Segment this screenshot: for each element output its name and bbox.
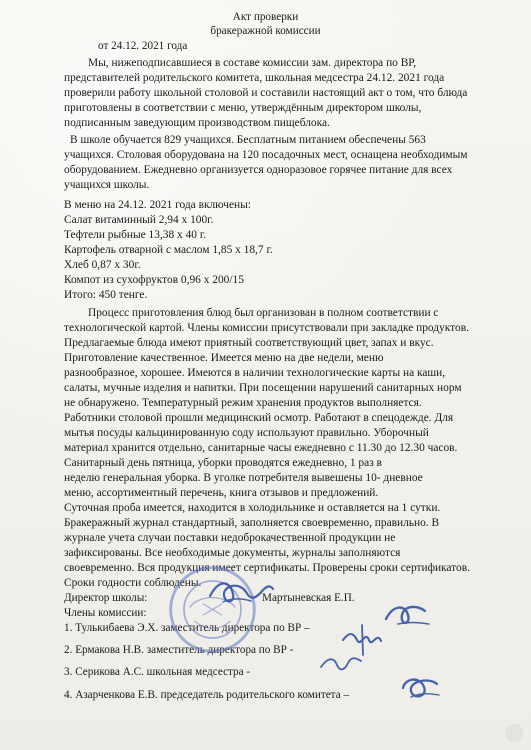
paragraph-3-line-8: Работники столовой прошли медицинский осмотр. Работают в спецодежде. Для bbox=[64, 412, 454, 424]
director-name: Мартыневская Е.П. bbox=[262, 592, 355, 604]
paper-spot-decoration bbox=[505, 724, 523, 742]
paragraph-3-line-6: салаты, мучные изделия и напитки. При посещении нарушений санитарных норм bbox=[64, 382, 462, 394]
paragraph-3-line-11: Санитарный день пятница, уборки проводятся ежедневно, 1 раз в bbox=[64, 457, 382, 469]
paragraph-3-line-9: мытья посуды кальцинированную соду используют правильно. Уборочный bbox=[64, 427, 429, 439]
paragraph-3-line-18: своевременно. Вся продукция имеет сертификаты. Проверены сроки сертификатов. bbox=[64, 562, 470, 574]
director-signature-icon bbox=[207, 574, 277, 610]
paragraph-3-line-1: Процесс приготовления блюд был организован в полном соответствии с bbox=[88, 307, 439, 319]
menu-item-1: Салат витаминный 2,94 х 100г. bbox=[64, 214, 214, 226]
member-3: 3. Серикова А.С. школьная медсестра - bbox=[64, 666, 251, 678]
paragraph-3-line-19: Сроки годности соблюдены. bbox=[64, 577, 202, 589]
menu-item-4: Хлеб 0,87 х 30г. bbox=[64, 259, 141, 271]
paragraph-3-line-17: зафиксированы. Все необходимые документы, журналы заполняются bbox=[64, 547, 401, 559]
paragraph-1-line-3: проверили работу школьной столовой и составили настоящий акт о том, что блюда bbox=[64, 87, 468, 99]
paragraph-2-line-1: В школе обучается 829 учащихся. Бесплатным питанием обеспечены 563 bbox=[70, 134, 426, 146]
member-2: 2. Ермакова Н.В. заместитель директора по ВР - bbox=[64, 644, 294, 656]
paragraph-3-line-5: разнообразное, хорошее. Имеются в наличии технологические карты на каши, bbox=[64, 367, 446, 379]
member-4-signature-icon bbox=[395, 669, 445, 707]
paragraph-3-line-14: Суточная проба имеется, находится в холодильнике и оставляется на 1 сутки. bbox=[64, 502, 441, 514]
paragraph-3-line-3: Предлагаемые блюда имеют приятный соответствующий цвет, запах и вкус. bbox=[64, 337, 434, 349]
paragraph-3-line-10: материал хранится отдельно, санитарные часы ежедневно с 11.30 до 12.30 часов. bbox=[64, 442, 458, 454]
paragraph-3-line-15: Бракеражный журнал стандартный, заполняется своевременно, правильно. В bbox=[64, 517, 440, 529]
members-label: Члены комиссии: bbox=[64, 607, 147, 619]
document-title-line-2: бракеражной комиссии bbox=[210, 25, 321, 37]
paragraph-3-line-4: Приготовление качественное. Имеется меню на две недели, меню bbox=[64, 352, 384, 364]
paragraph-3-line-13: меню, ассортиментный перечень, книга отзывов и предложений. bbox=[64, 487, 379, 499]
menu-total: Итого: 450 тенге. bbox=[64, 289, 148, 301]
menu-intro: В меню на 24.12. 2021 года включены: bbox=[64, 199, 251, 211]
paragraph-1-line-2: представителей родительского комитета, школьная медсестра 24.12. 2021 года bbox=[64, 72, 445, 84]
menu-item-5: Компот из сухофруктов 0,96 х 200/15 bbox=[64, 274, 244, 286]
paragraph-2-line-3: оборудованием. Ежедневно организуется одноразовое горячее питание для всех bbox=[64, 164, 453, 176]
paragraph-2-line-4: учащихся школы. bbox=[64, 179, 150, 191]
director-label: Директор школы: bbox=[64, 592, 148, 604]
document-title-line-1: Акт проверки bbox=[232, 11, 299, 23]
paragraph-2-line-2: учащихся. Столовая оборудована на 120 посадочных мест, оснащена необходимым bbox=[64, 149, 468, 161]
paragraph-3-line-12: неделю генеральная уборка. В уголке потребителя вывешены 10- дневное bbox=[64, 472, 423, 484]
paragraph-1-line-4: приготовлены в соответствии с меню, утверждённым директором школы, bbox=[64, 102, 422, 114]
paragraph-3-line-16: журнале учета случаи поставки недоброкачественной продукции не bbox=[64, 532, 396, 544]
menu-item-3: Картофель отварной с маслом 1,85 х 18,7 г. bbox=[64, 244, 273, 256]
member-4: 4. Азарченкова Е.В. председатель родительского комитета – bbox=[64, 689, 350, 701]
member-1: 1. Тулькибаева Э.Х. заместитель директора по ВР – bbox=[64, 622, 310, 634]
paragraph-3-line-7: не обнаружено. Температурный режим хранения продуктов выполняется. bbox=[64, 397, 422, 409]
paragraph-3-line-2: технологической картой. Члены комиссии присутствовали при закладке продуктов. bbox=[64, 322, 469, 334]
member-3-signature-icon bbox=[317, 649, 365, 675]
menu-item-2: Тефтели рыбные 13,38 х 40 г. bbox=[64, 229, 207, 241]
document-date-line: от 24.12. 2021 года bbox=[98, 40, 188, 52]
paragraph-1-line-1: Мы, нижеподписавшиеся в составе комиссии зам. директора по ВР, bbox=[88, 57, 417, 69]
paragraph-1-line-5: подписанным заведующим производством пищеблока. bbox=[64, 117, 330, 129]
document-title-block bbox=[0, 10, 531, 38]
